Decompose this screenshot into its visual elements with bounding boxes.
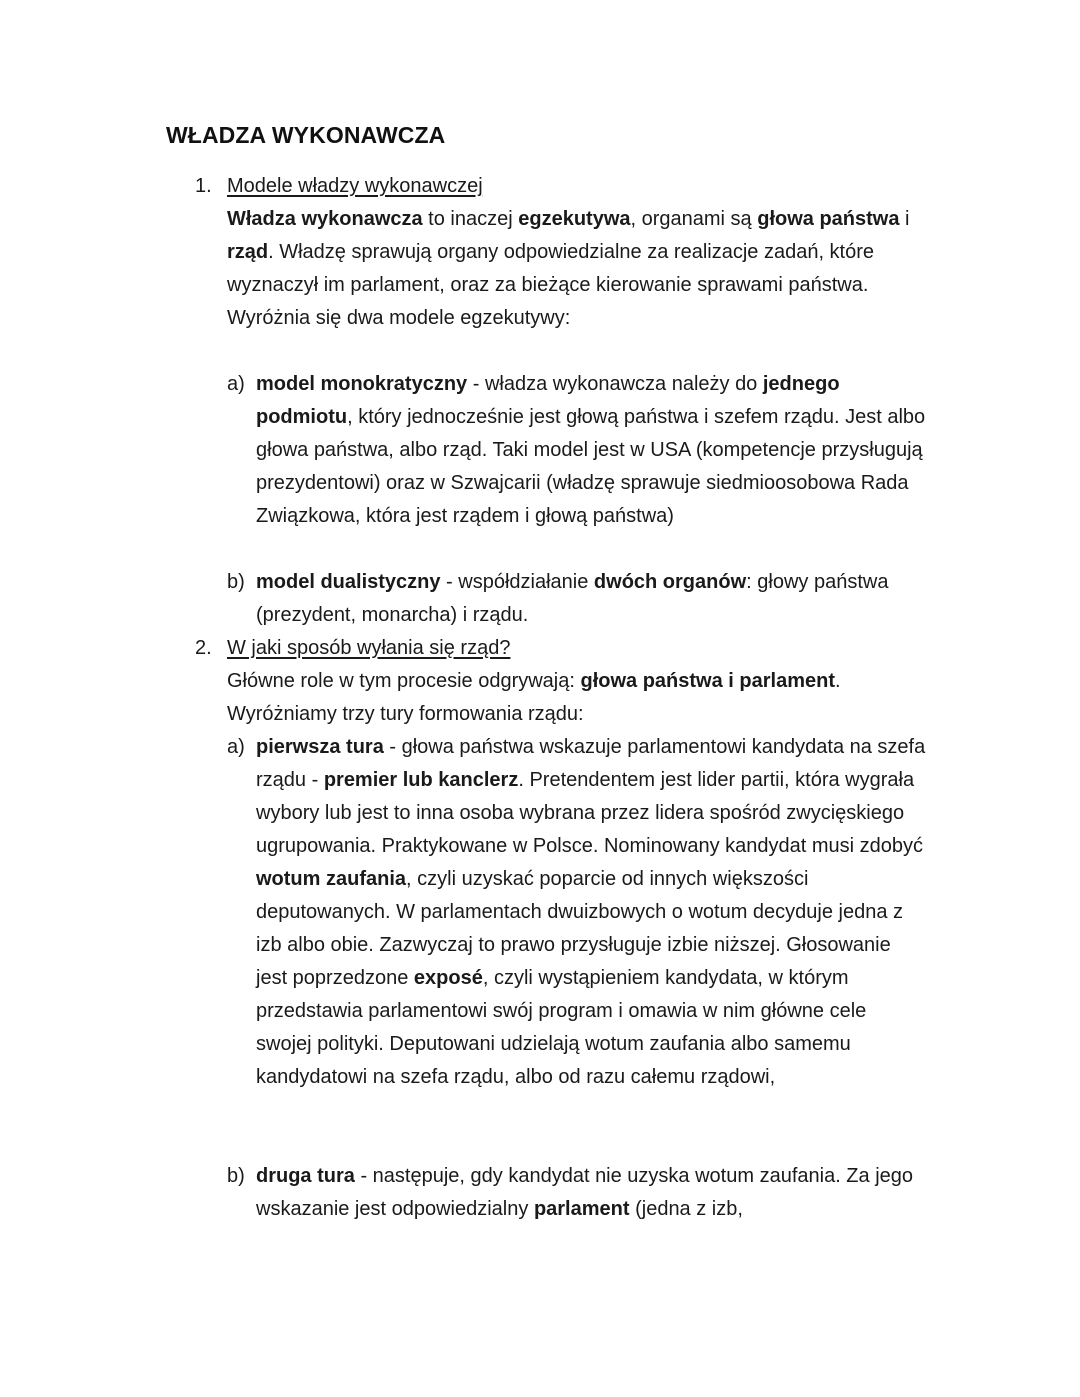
list-item: druga tura - następuje, gdy kandydat nie uzyska wotum zaufania. Za jego wskazanie jest odpowiedzialny parlament (jedna z izb, bbox=[256, 1165, 914, 1220]
bold-term: parlament bbox=[533, 1198, 630, 1220]
bold-term: dwóch organów bbox=[593, 571, 747, 593]
bold-term: głowa państwa i parlament bbox=[580, 670, 835, 692]
bold-term: premier lub kanclerz bbox=[323, 769, 519, 791]
bold-term: exposé bbox=[413, 967, 483, 989]
bold-term: głowa państwa bbox=[757, 208, 900, 230]
bold-term: model dualistyczny bbox=[256, 571, 441, 593]
list-item: model dualistyczny - współdziałanie dwóch organów: głowy państwa (prezydent, monarcha) i rządu. bbox=[256, 571, 889, 626]
item-label: b) bbox=[227, 571, 245, 593]
bold-term: pierwsza tura bbox=[256, 736, 384, 758]
item-label: b) bbox=[227, 1165, 245, 1187]
section-number: 2. bbox=[195, 637, 212, 659]
bold-term: jednego podmiotu bbox=[256, 373, 840, 428]
section-intro: Władza wykonawcza to inaczej egzekutywa, organami są głowa państwa i rząd. Władzę sprawują organy odpowiedzialne za realizacje zadań, które wyznaczył im parlament, oraz za bieżące kierowanie sprawami państwa. Wyróżnia się dwa modele egzekutywy: bbox=[227, 208, 910, 329]
bold-term: Władza wykonawcza bbox=[227, 208, 423, 230]
bold-term: wotum zaufania bbox=[256, 868, 407, 890]
page-title: WŁADZA WYKONAWCZA bbox=[166, 122, 446, 148]
section-heading: Modele władzy wykonawczej bbox=[227, 175, 483, 197]
section-intro: Główne role w tym procesie odgrywają: głowa państwa i parlament. Wyróżniamy trzy tury formowania rządu: bbox=[227, 670, 841, 725]
list-item: model monokratyczny - władza wykonawcza należy do jednego podmiotu, który jednocześnie jest głową państwa i szefem rządu. Jest albo głowa państwa, albo rząd. Taki model jest w USA (kompetencje przysługują prezydentowi) oraz w Szwajcarii (władzę sprawuje siedmioosobowa Rada Związkowa, która jest rządem i głową państwa) bbox=[256, 373, 926, 527]
item-label: a) bbox=[227, 736, 245, 758]
item-label: a) bbox=[227, 373, 245, 395]
section-number: 1. bbox=[195, 175, 212, 197]
bold-term: model monokratyczny bbox=[256, 373, 468, 395]
bold-term: egzekutywa bbox=[518, 208, 631, 230]
section-heading: W jaki sposób wyłania się rząd? bbox=[227, 637, 511, 659]
bold-term: rząd bbox=[227, 241, 269, 263]
bold-term: druga tura bbox=[256, 1165, 355, 1187]
list-item: pierwsza tura - głowa państwa wskazuje parlamentowi kandydata na szefa rządu - premier lub kanclerz. Pretendentem jest lider partii, która wygrała wybory lub jest to inna osoba wybrana przez lidera spośród zwycięskiego ugrupowania. Praktykowane w Polsce. Nominowany kandydat musi zdobyć wotum zaufania, czyli uzyskać poparcie od innych większości deputowanych. W parlamentach dwuizbowych o wotum decyduje jedna z izb albo obie. Zazwyczaj to prawo przysługuje izbie niższej. Głosowanie jest poprzedzone exposé, czyli wystąpieniem kandydata, w którym przedstawia parlamentowi swój program i omawia w nim główne cele swojej polityki. Deputowani udzielają wotum zaufania albo samemu kandydatowi na szefa rządu, albo od razu całemu rządowi, bbox=[256, 736, 926, 1088]
